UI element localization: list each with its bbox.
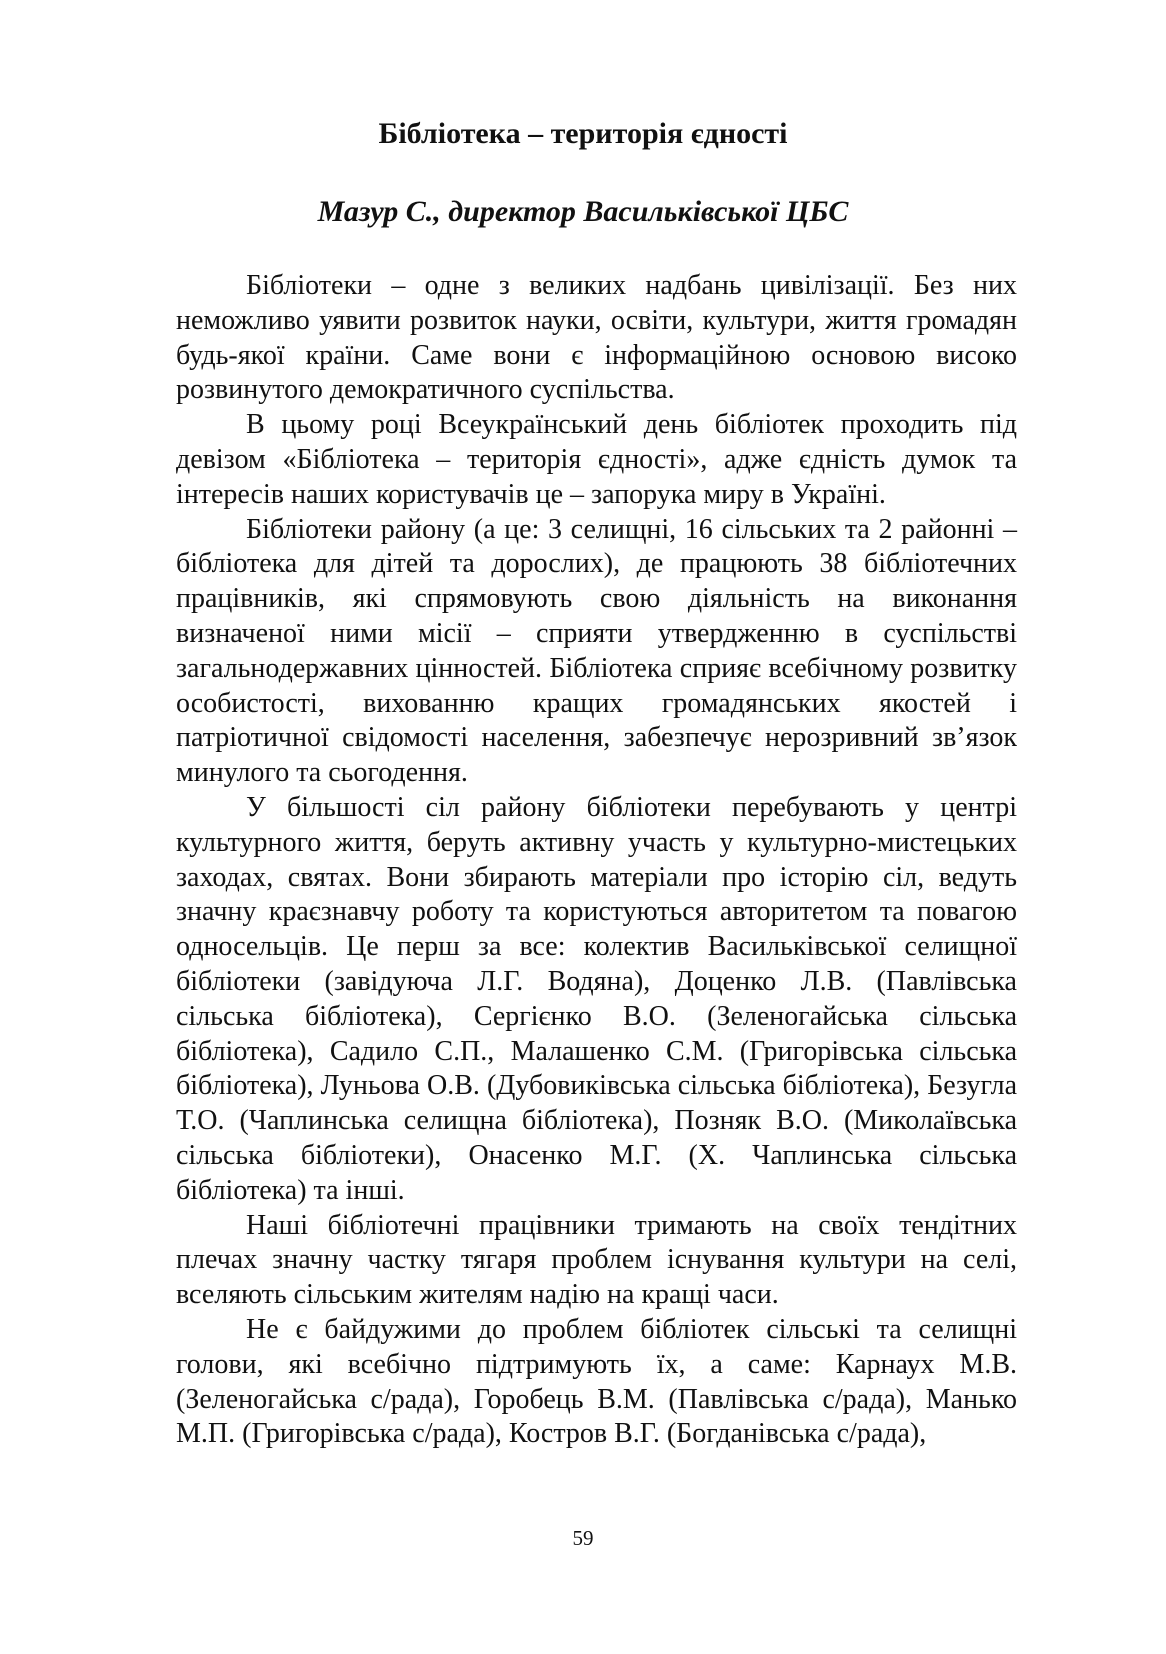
paragraph: Не є байдужими до проблем бібліотек сільські та селищні голови, які всебічно підтримують їх, а саме: Карнаух М.В. (Зеленогайська с/рада), Горобець В.М. (Павлівська с/рада), Манько М.П. (Григорівська с/рада), Костров В.Г. (Богданівська с/рада), bbox=[176, 1313, 1017, 1450]
paragraph: Бібліотеки району (а це: 3 селищні, 16 сільських та 2 районні – бібліотека для дітей та дорослих), де працюють 38 бібліотечних працівників, які спрямовують свою діяльність на виконання визначеної ними місії – сприяти утвердженню в суспільстві загальнодержавних цінностей. Бібліотека сприяє всебічному розвитку особистості, вихованню кращих громадянських якостей і патріотичної свідомості населення, забезпечує нерозривний зв’язок минулого та сьогодення. bbox=[176, 513, 1017, 789]
page-number: 59 bbox=[572, 1526, 594, 1550]
article-body bbox=[176, 269, 1017, 1452]
paragraph: В цьому році Всеукраїнський день бібліотек проходить під девізом «Бібліотека – територія єдності», адже єдність думок та інтересів наших користувачів це – запорука миру в Україні. bbox=[176, 409, 1017, 510]
paragraph: У більшості сіл району бібліотеки перебувають у центрі культурного життя, беруть активну участь у культурно-мистецьких заходах, святах. Вони збирають матеріали про історію сіл, ведуть значну краєзнавчу роботу та користуються авторитетом та повагою односельців. Це перш за все: колектив Васильківської селищної бібліотеки (завідуюча Л.Г. Водяна), Доценко Л.В. (Павлівська сільська бібліотека), Сергієнко В.О. (Зеленогайська сільська бібліотека), Садило С.П., Малашенко С.М. (Григорівська сільська бібліотека), Луньова О.В. (Дубовиківська сільська бібліотека), Безугла Т.О. (Чаплинська селищна бібліотека), Позняк В.О. (Миколаївська сільська бібліотеки), Онасенко М.Г. (Х. Чаплинська сільська бібліотека) та інші. bbox=[176, 791, 1017, 1206]
paragraph: Бібліотеки – одне з великих надбань цивілізації. Без них неможливо уявити розвиток науки, освіти, культури, життя громадян будь-якої країни. Саме вони є інформаційною основою високо розвинутого демократичного суспільства. bbox=[176, 270, 1017, 406]
article-title: Бібліотека – територія єдності bbox=[378, 117, 788, 150]
article-author: Мазур С., директор Васильківської ЦБС bbox=[317, 195, 849, 228]
paragraph: Наші бібліотечні працівники тримають на своїх тендітних плечах значну частку тягаря проблем існування культури на селі, вселяють сільським жителям надію на кращі часи. bbox=[176, 1209, 1017, 1311]
